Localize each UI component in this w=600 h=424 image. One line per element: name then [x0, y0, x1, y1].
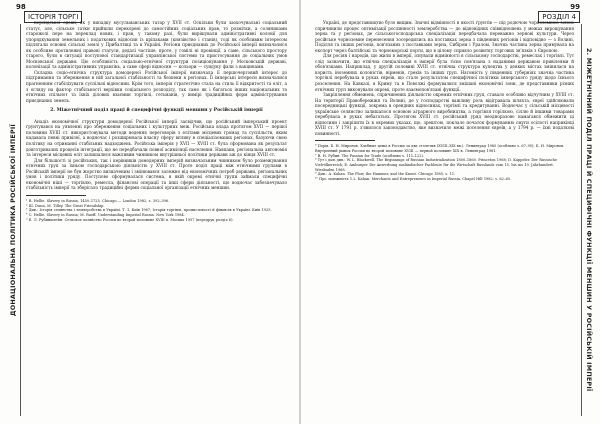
header-tab: ІСТОРІЯ ТОРГІ — [24, 11, 82, 23]
paragraph: Україні, де представництво було вищим. Значні відмінності в якості ґрунтів — під родючою чорноземною зоною спричинили процес оптимізації рослинності землеробства — до відповідних співвідношень у межах вирощування зерна та у регіонах, де сільськогосподарська спеціалізація передбачала переважно зернові культури. Через російське чорноземне перенесення зосередились на поставках зерна з південних регіонів і відповідно — з Волині, Поділля та інших регіонів, пов'язаних з поставками зерна, Сибіром і Уралом. Значна частина зерна прямувала на експорт через балтійські та чорноморські порти, що в цілому сприяло розвитку торгових зв'язків з Європою. — [315, 20, 574, 53]
paragraph: Закріплення обмежень, спричинених діяльністю окремих етнічних груп, ставало особливо відчутним у XVIII ст. На території Правобережжя та Волині, де у господарстві важливу роль відігравала шляхта, євреї здійснювали посередницькі функції, зокрема в орендних відносинах, торгівлі та кредитуванні. Водночас у сільській місцевості українське селянство залишалося основою аграрного виробництва, а торгівля горілкою, сіллю й іншими товарами перебувала в руках небагатьох. Протягом XVIII ст. російський уряд неодноразово намагався обмежити ці відносини і закріпити їх в окремих указах, що, зрештою, поклало початок формуванню смуги осілості наприкінці XVIII ст. У 1791 р. з'явилося законодавство, яке визначило межі поселення євреїв, а у 1794 р. — їхні податкові повинності. — [315, 92, 574, 136]
footnote: ⁴ C. Hellie. Slavery in Russia; M. Raeff. Understanding Imperial Russia. New York 1984. — [26, 212, 185, 217]
paragraph: Анадіз економічної структури домодерної Російської імперії засвідчив, що російський імперський проект ґрунтувався на уявленні про збереження соціальних і культурних меж. Російська влада протягом XVII — першої половини XVIII ст. використовувала методи ведення переговорів з елітами місцевих громад та суспільств, яким надавала певні привілеї, а водночас і розширювала власну сферу впливу в спеціалізованих регіонах, базуючи свою політику на отриманні стабільних надходжень. Російська імперія у XVII — XVIII ст. була сформована як результат довготривалих процесів інтеграції, що не передбачали повної асиміляції населення. Навпаки, регіональна автономія та інтереси місцевих еліт залишалися важливим чинником внутрішньої політики держави аж до кінця XVIII ст. — [26, 118, 287, 158]
running-side-title — [8, 24, 18, 416]
page-number: 99 — [570, 3, 580, 11]
side-rule — [581, 24, 582, 416]
footnote-divider — [315, 140, 375, 141]
footnote-divider — [26, 195, 86, 196]
footnote: ¹⁰ Про залежність 1.2. Kahan. Merchants and Entrepreneurs in Imperial Russia. Chapel Hill 1982, s. 62–65. — [315, 177, 512, 182]
paragraph: Для росіян і народів, що жили в імперії, існували відмінності в сільському господарстві, ремеслах і торгівлі. Тут слід зазначити, що етнічна спеціалізація в імперії була тісно пов'язана з наданими державою привілеями й обов'язками. Наприклад, у другій половині XVIII ст. етнічна структура купецтва у деяких містах змінилася на користь іноземних колоністів, вірменів, греків та інших груп. Натомість у південних губерніях значна частина торгівлі перебувала в руках євреїв, що стало результатом специфічної політики імперського уряду щодо їхнього розселення. На Кавказі, в Криму та в Поволжі формувалися змішані економічні зони, де представники різних етнічних груп виконували окремі, проте взаємопов'язані функції. — [315, 53, 574, 92]
running-side-title — [584, 24, 594, 416]
footnote: ⁹ Див.: A. Kahan. The Plow, the Hammer, and the Knout. Chicago 1985, s. 11. — [315, 172, 456, 177]
page-number: 98 — [16, 3, 26, 11]
text-column — [315, 20, 574, 182]
side-rule — [20, 24, 21, 416]
footnote: ⁷ В. Н. Рубин. The Passion for Trade (особливо s. 111–122). — [315, 153, 424, 158]
side-title-text: ДОНАЦІОНАЛЬНА ПОЛІТИКА РОСІЙСЬКОЇ ІМПЕРІЇ — [9, 123, 17, 317]
footnote: ¹ R. Hellie. Slavery in Russia, 1450–1725. Chicago — London 1982, s. 392–396. — [26, 198, 170, 203]
footnote: ² Ш. Dunn, M. Tilley. The Great Friendship. — [26, 203, 105, 208]
footnote: ³ Див.: Історія селянства і землеробства в Україні. Т. 1. Київ 1967; Історія торгівлі, промисловості й фінансів в Україні. Київ 1925. — [26, 208, 272, 213]
paragraph: Складна соціо-етнічна структура домодерної Російської імперії визначала її першочерговий інтерес до підтримання та збереження в ній загальної стабільності та безпеки в регіонах. Її імперські інтереси визначалися прагненням стабілізувати суспільні відносини. Крім того, імперія стратегічно стала на стиль її відкритості та еліт, а з огляду на фактор стабільності верхівки соціального розподілу, так само як і багатьох інших національних та етнічних спільнот та їхніх ділових взаємин торгівлі, гетьманів, у вимірі традиційних форм адміністрування приєднаних земель. — [26, 69, 287, 103]
header-tab: РОЗДІЛ 4 — [538, 11, 580, 23]
section-heading: 2. Міжетнічний поділ праці й специфічні функції меншин у Російській імперії — [50, 108, 263, 114]
paragraph: персидської одежі, як у випадку мусульманських татар у XVII ст. Оскільки були заохочувальні соціальний статус, але, сільське гатки прийшли перекорені до самостійних соціальних прав, то розмітки, а соляниками старожолі пере на переклад нових, і прав, у такому разі, були вирішували адміністративні колонії для упорядкування земельних і податкових відносин із кріпаками (князівство і станів), тоді як особливим інтересом підлягали основні сільські землі у Прибалтиці та в Україні. Регіони приєднаних до Російської імперії визначалися як особливо протилежні правові статуси, дедалі частіше, проте, у гомілі ні провінції, а саме, сільського простору старого, були в ситуації поступової стандартизації управлінської системи та пристосування до соціальних умов Московської держави. Цю особливість соціально-етнічної структури позиціонування у Московській державі, колонізації та адміністративних управлінь, а саме сфері відносин — кольори — сундуку фали з вакцинами. — [26, 20, 287, 70]
paragraph: Для більшості зі російських, так і керівників домодерних імперій визначальним чинником було розмежування етнічних груп за їхньою господарською діяльністю у XVIII ст. Проте поділ праці між етнічними групами в Російській імперії не був жорстко визначеним і змінювався залежно від економічних потреб держави, регіональних умов і політики уряду. Поступово сформувалася система, в якій окремі етнічні групи займали специфічні економічні ніші — торгівлю, ремесла, фінансові операції та інші сфери діяльності, що водночас забезпечувало стабільність імперії та зберігало традиційні форми соціальної організації етнічних меншин. — [26, 157, 287, 191]
footnote: ⁸ Тут і далі див.: W. L. Blackwell. The Beginnings of Russian Industrialization 1800–1860. Princeton 1968; D. Kappeler. Der Russische Vielvölkerreich; E. Amburger. Die Anwerbung ausländischer Fachleute für die Wirtschaft Russlands vom 15. bis ins 19. Jahrhundert. Wiesbaden 1968. — [315, 158, 557, 172]
text-column — [26, 20, 287, 222]
footnote: ⁵ Е. Л. Рубинштейн. Сельское хозяйство России во второй половине XVIII в. Москва 1957 (передрук розділ 6). — [26, 217, 234, 222]
side-title-text: 2. МІЖЕТНІЧНИЙ ПОДІЛ ПРАЦІ Й СПЕЦИФІЧНІ ФУНКЦІЇ МЕНШИН У РОСІЙСЬКІЙ ІМПЕРІЇ — [585, 48, 593, 392]
footnote: ⁶ Порів. Б. Н. Миронов. Хлебные цены в России за два столетия (XVIII–XIX вв.). Ленинград 1985 (особливо s. 67–95); Б. Н. Миронов. Внутренний рынок России во второй половине XVIII — первой половине XIX в. Ленинград 1981. — [315, 144, 565, 154]
left-page — [0, 0, 299, 424]
right-page — [301, 0, 600, 424]
